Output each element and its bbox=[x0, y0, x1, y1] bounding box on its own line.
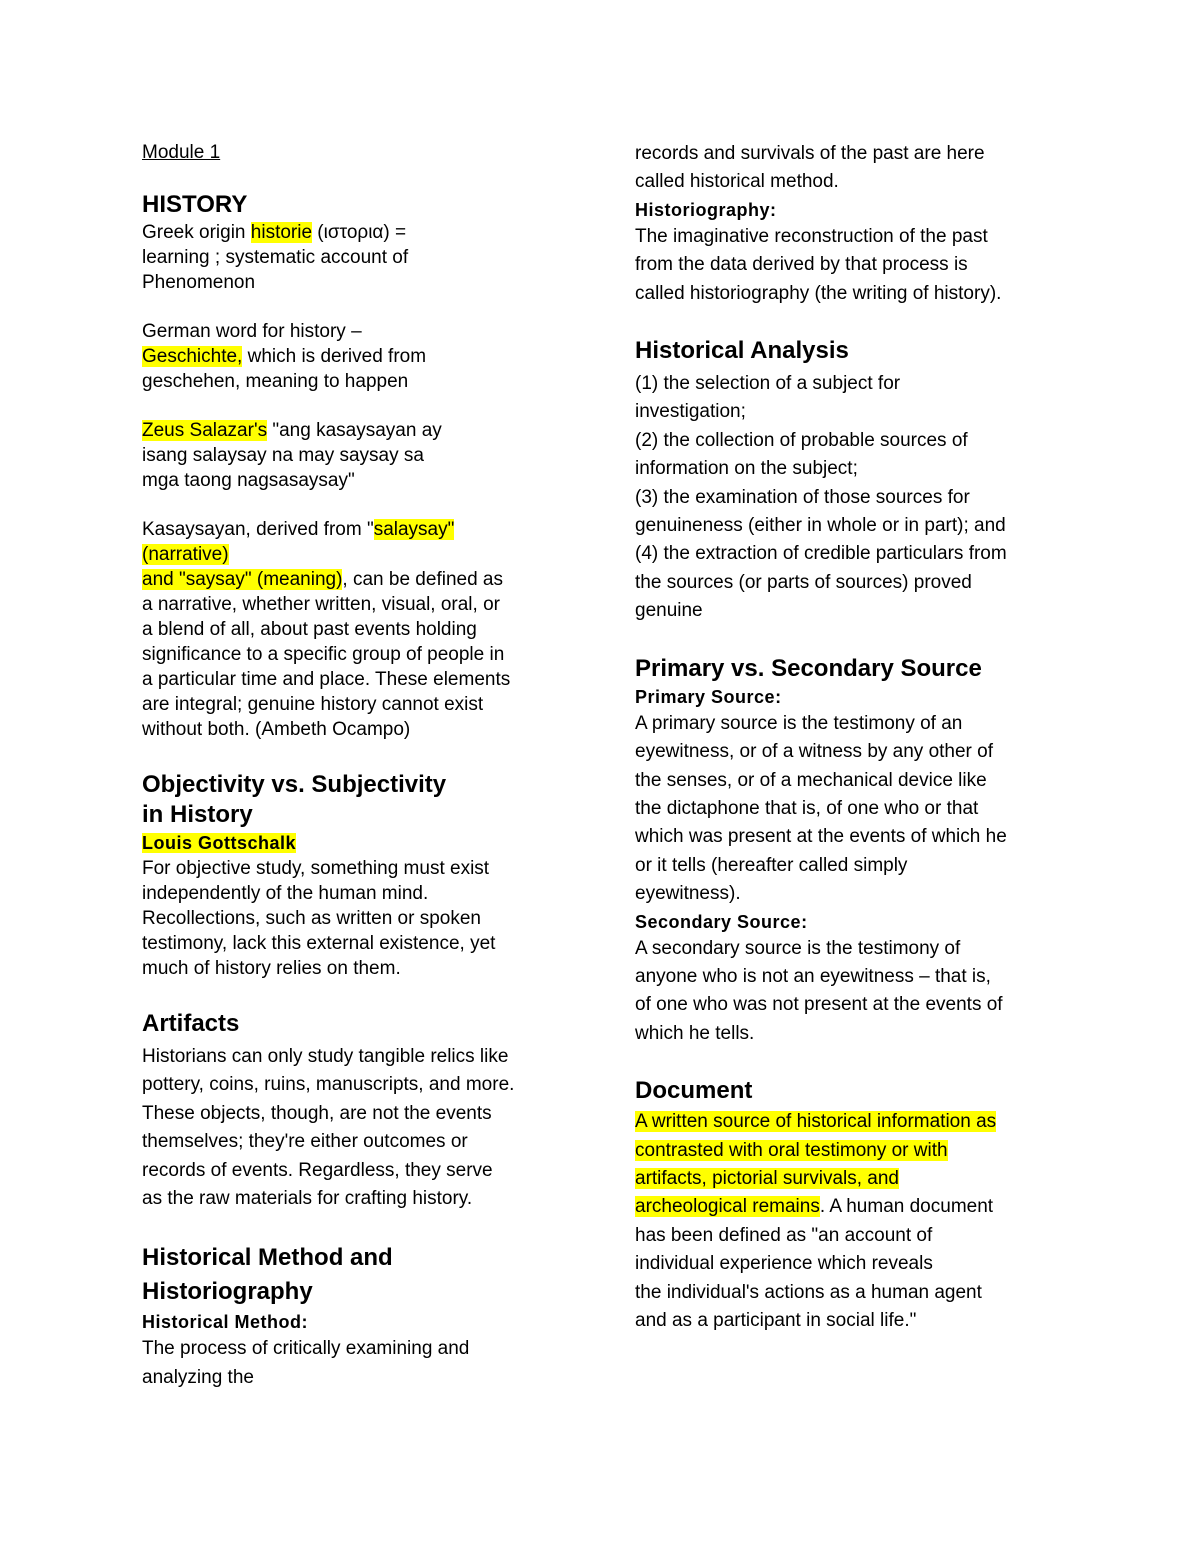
historical-method-continued: records and survivals of the past are here called historical method. bbox=[635, 143, 985, 193]
historical-method-heading: Historical Method and Historiography bbox=[142, 1244, 393, 1306]
highlight-narrative: (narrative) bbox=[142, 544, 229, 565]
highlight-document-4: archeological remains bbox=[635, 1196, 820, 1218]
highlight-document-1: A written source of historical information as bbox=[635, 1111, 997, 1133]
objectivity-paragraph: For objective study, something must exist independently of the human mind. Recollections, such as written or spoken testimony, lack this external existence, yet much of history relies on them. bbox=[142, 858, 496, 979]
document-paragraph: A written source of historical information as contrasted with oral testimony or with artifacts, pictorial survivals, and archeological remains. A human document has been defined as "an account of individual experience which reveals the individual's actions as a human agent and as a participant in social life." bbox=[635, 1111, 997, 1331]
highlight-saysay-meaning: and "saysay" (meaning) bbox=[142, 569, 343, 590]
primary-secondary-heading: Primary vs. Secondary Source bbox=[635, 654, 982, 682]
highlight-salaysay: salaysay" bbox=[373, 519, 455, 540]
highlight-geschichte: Geschichte, bbox=[142, 346, 243, 367]
german-word-paragraph: German word for history – Geschichte, which is derived from geschehen, meaning to happen bbox=[142, 321, 427, 392]
greek-origin-paragraph: Greek origin historie (ιστορια) = learning ; systematic account of Phenomenon bbox=[142, 222, 409, 293]
historiography-paragraph: The imaginative reconstruction of the past from the data derived by that process is called historiography (the writing of history). bbox=[635, 225, 1002, 304]
historical-method-paragraph: The process of critically examining and analyzing the bbox=[142, 1338, 470, 1388]
document-heading: Document bbox=[635, 1077, 753, 1105]
analysis-step-1: (1) the selection of a subject for bbox=[635, 373, 901, 395]
secondary-source-label: Secondary Source: bbox=[635, 911, 808, 932]
analysis-step-2: (2) the collection of probable sources of bbox=[635, 429, 968, 451]
highlight-historie: historie bbox=[250, 222, 313, 243]
module-label: Module 1 bbox=[142, 142, 221, 163]
primary-source-paragraph: A primary source is the testimony of an eyewitness, or of a witness by any other of the senses, or of a mechanical device like the dictaphone that is, of one who or that which was present at the events of which he or it tells (hereafter called simply eyewitness). bbox=[635, 712, 1007, 905]
historical-method-label: Historical Method: bbox=[142, 1312, 309, 1333]
secondary-source-paragraph: A secondary source is the testimony of anyone who is not an eyewitness – that is, of one who was not present at the events of which he tells. bbox=[635, 937, 1003, 1044]
highlight-zeus-salazar: Zeus Salazar's bbox=[142, 420, 268, 441]
primary-source-label: Primary Source: bbox=[635, 686, 782, 707]
right-column bbox=[635, 140, 1075, 1335]
analysis-step-4: (4) the extraction of credible particulars from bbox=[635, 543, 1007, 565]
kasaysayan-paragraph: Kasaysayan, derived from "salaysay" (narrative) and "saysay" (meaning), can be defined as a narrative, whether written, visual, oral, or a blend of all, about past events holding significance to a specific group of people in a particular time and place. These elements are integral; genuine history cannot exist without both. (Ambeth Ocampo) bbox=[142, 519, 511, 740]
highlight-document-3: artifacts, pictorial survivals, and bbox=[635, 1167, 899, 1189]
analysis-step-3: (3) the examination of those sources for bbox=[635, 486, 970, 508]
zeus-salazar-paragraph: Zeus Salazar's "ang kasaysayan ay isang salaysay na may saysay sa mga taong nagsasaysay" bbox=[142, 420, 442, 491]
objectivity-heading: Objectivity vs. Subjectivity in History bbox=[142, 771, 447, 828]
left-column bbox=[142, 140, 582, 1392]
louis-gottschalk-label: Louis Gottschalk bbox=[142, 833, 297, 853]
historical-analysis-list: (1) the selection of a subject for investigation; (2) the collection of probable sources of information on the subject; (3) the examination of those sources for genuineness (either in whole or in part); and (4) the extraction of credible particulars from the sources (or parts of sources) proved genuine bbox=[635, 370, 1075, 626]
history-heading: HISTORY bbox=[142, 191, 248, 218]
historical-analysis-heading: Historical Analysis bbox=[635, 337, 849, 365]
historiography-label: Historiography: bbox=[635, 199, 777, 220]
highlight-document-2: contrasted with oral testimony or with bbox=[635, 1139, 948, 1161]
artifacts-heading: Artifacts bbox=[142, 1010, 240, 1037]
artifacts-paragraph: Historians can only study tangible relics like pottery, coins, ruins, manuscripts, and more. These objects, though, are not the events themselves; they're either outcomes or records of events. Regardless, they serve as the raw materials for crafting history. bbox=[142, 1046, 515, 1210]
